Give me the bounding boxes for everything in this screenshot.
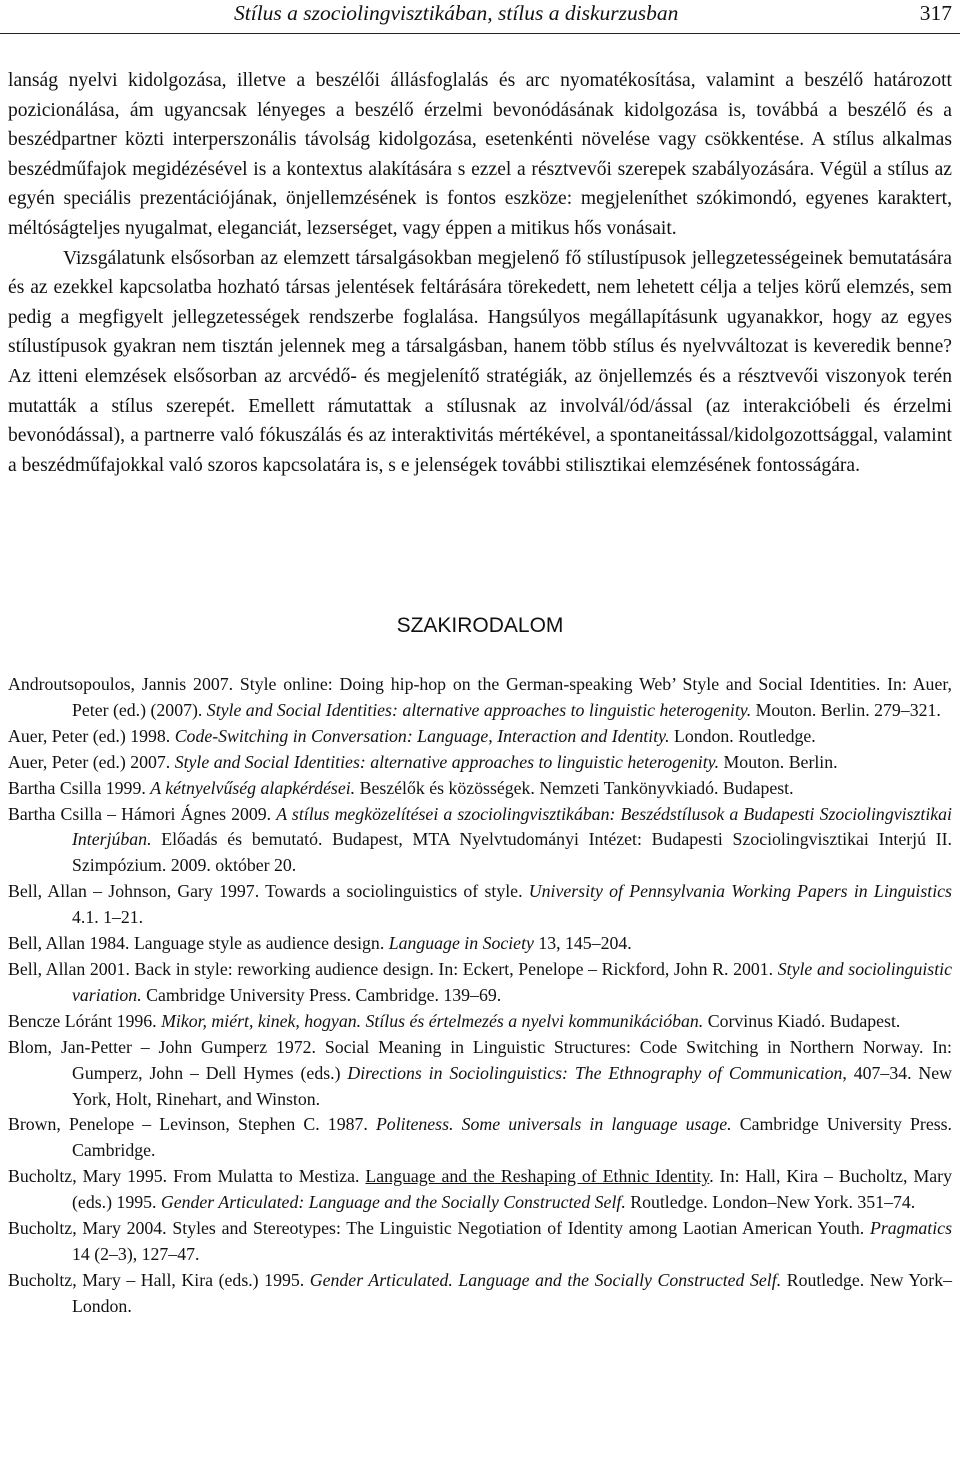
reference-before: Androutsopoulos, Jannis 2007. Style online: Doing hip-hop on the German-speaking Web’ Style and Social Identities. In: Auer, Peter (ed.) (2007). — [8, 674, 952, 720]
reference-before: Bartha Csilla 1999. — [8, 777, 151, 798]
reference-entry — [8, 750, 952, 776]
reference-after: Routledge. London–New York. 351–74. — [625, 1192, 916, 1213]
paragraph: Vizsgálatunk elsősorban az elemzett társalgásokban megjelenő fő stílustípusok jellegzetességeinek bemutatására és az ezekkel kapcsolatba hozható társas jelentések feltárására törekedett, nem lehetett célja a teljes körű elemzés, sem pedig a megfigyelt jellegzetességek rendszerbe foglalása. Hangsúlyos megállapításunk ugyanakkor, hogy az egyes stílustípusok gyakran nem tisztán jelennek meg a társalgásban, hanem több stílus és nyelvváltozat is keveredik benne? Az itteni elemzések elsősorban az arcvédő- és megjelenítő stratégiák, az önjellemzés és a résztvevői viszonyok terén mutatták a stílus szerepét. Emellett rámutattak a stílusnak az involvál/ód/ással (az interakcióbeli és érzelmi bevonódással), a partnerre való fókuszálás és az interaktivitás mértékével, a spontaneitással/kidolgozottsággal, valamint a beszédműfajokkal való szoros kapcsolatára is, s e jelenségek további stilisztikai elemzésének fontosságára. — [8, 247, 952, 476]
reference-after: 4.1. 1–21. — [72, 907, 144, 928]
reference-before: Bucholtz, Mary 1995. From Mulatta to Mestiza. — [8, 1166, 366, 1187]
reference-after: Mouton. Berlin. — [719, 751, 838, 772]
reference-after: 13, 145–204. — [533, 933, 632, 954]
reference-title: Gender Articulated: Language and the Socially Constructed Self. — [160, 1192, 626, 1213]
reference-title: A stílus megközelítései a szociolingvisztikában: Beszédstílusok a Budapesti Szociolingvisztikai Interjúban. — [72, 803, 952, 850]
reference-list — [8, 672, 952, 1320]
reference-entry — [8, 1112, 952, 1164]
reference-after: London. Routledge. — [669, 725, 816, 746]
reference-entry — [8, 931, 952, 957]
reference-entry — [8, 1035, 952, 1113]
reference-after: Corvinus Kiadó. Budapest. — [703, 1010, 901, 1031]
reference-before: Bell, Allan 1984. Language style as audience design. — [8, 933, 389, 954]
references-heading: SZAKIRODALOM — [396, 614, 564, 637]
reference-title: Gender Articulated. Language and the Socially Constructed Self. — [309, 1269, 782, 1290]
reference-title: Politeness. Some universals in language usage. — [375, 1114, 732, 1135]
reference-entry — [8, 957, 952, 1009]
body-text — [8, 66, 952, 480]
reference-entry — [8, 1009, 952, 1035]
reference-before: Brown, Penelope – Levinson, Stephen C. 1987. — [8, 1114, 376, 1135]
reference-title: Directions in Sociolinguistics: The Ethnography of Communication — [347, 1062, 843, 1083]
reference-before: Blom, Jan-Petter – John Gumperz 1972. Social Meaning in Linguistic Structures: Code Switching in Northern Norway. In: Gumperz, John – Dell Hymes (eds.) — [8, 1036, 952, 1083]
reference-after: Előadás és bemutató. Budapest, MTA Nyelvtudományi Intézet: Budapesti Szociolingvisztikai Interjú II. Szimpózium. 2009. október 20. — [72, 829, 952, 876]
reference-title: Language in Society — [388, 933, 534, 954]
page-number: 317 — [919, 1, 952, 25]
reference-title: University of Pennsylvania Working Papers in Linguistics — [528, 881, 952, 902]
reference-mid: . In: Hall, Kira – Bucholtz, Mary (eds.) 1995. — [72, 1166, 952, 1213]
reference-before: Bell, Allan – Johnson, Gary 1997. Towards a sociolinguistics of style. — [8, 881, 529, 902]
reference-after: Cambridge University Press. Cambridge. 139–69. — [141, 984, 502, 1005]
paragraph: lanság nyelvi kidolgozása, illetve a beszélői állásfoglalás és arc nyomatékosítása, valamint a beszélő határozott pozicionálása, ám ugyancsak lényeges a beszélő érzelmi bevonódásának kidolgozása is, továbbá a beszélő és a beszédpartner közti interperszonális távolság kidolgozása, esetenkénti növelése vagy csökkentése. A stílus alkalmas beszédműfajok megidézésével is a kontextus alakítására s ezzel a résztvevői szerepek szabályozására. Végül a stílus az egyén speciális prezentációjának, önjellemzésének is fontos eszköze: megjeleníthet szókimondó, egyenes karaktert, méltóságteljes nyugalmat, eleganciát, lezserséget, vagy éppen a mitikus hős vonásait. — [8, 70, 952, 239]
page-header — [0, 0, 960, 34]
reference-before: Bartha Csilla – Hámori Ágnes 2009. — [8, 803, 277, 824]
reference-after: Cambridge University Press. Cambridge. — [72, 1114, 952, 1161]
reference-entry — [8, 1268, 952, 1320]
reference-title: Code-Switching in Conversation: Language, Interaction and Identity. — [174, 725, 670, 746]
reference-title: Style and sociolinguistic variation. — [72, 958, 952, 1005]
reference-title: Style and Social Identities: alternative approaches to linguistic heterogenity. — [174, 751, 720, 772]
reference-before: Auer, Peter (ed.) 1998. — [8, 725, 175, 746]
reference-title: Style and Social Identities: alternative approaches to linguistic heterogenity. — [206, 699, 752, 720]
reference-entry — [8, 672, 952, 724]
reference-title: A kétnyelvűség alapkérdései. — [150, 777, 356, 798]
reference-title: Mikor, miért, kinek, hogyan. Stílus és értelmezés a nyelvi kommunikációban. — [161, 1010, 704, 1031]
reference-entry — [8, 1216, 952, 1268]
reference-underline: Language and the Reshaping of Ethnic Identity — [365, 1166, 710, 1187]
reference-before: Auer, Peter (ed.) 2007. — [8, 751, 175, 772]
header-rule — [0, 33, 960, 34]
reference-before: Bucholtz, Mary – Hall, Kira (eds.) 1995. — [8, 1269, 310, 1290]
reference-after: 14 (2–3), 127–47. — [72, 1243, 200, 1264]
reference-entry — [8, 802, 952, 880]
reference-entry — [8, 879, 952, 931]
reference-after: Routledge. New York–London. — [72, 1269, 952, 1316]
reference-title: Pragmatics — [870, 1218, 952, 1239]
reference-entry — [8, 776, 952, 802]
reference-before: Bucholtz, Mary 2004. Styles and Stereotypes: The Linguistic Negotiation of Identity among Laotian American Youth. — [8, 1218, 870, 1239]
reference-after: , 407–34. New York, Holt, Rinehart, and Winston. — [72, 1062, 953, 1109]
reference-before: Bencze Lóránt 1996. — [8, 1010, 162, 1031]
reference-after: Beszélők és közösségek. Nemzeti Tankönyvkiadó. Budapest. — [355, 777, 794, 798]
running-title: Stílus a szociolingvisztikában, stílus a diskurzusban — [234, 1, 679, 25]
reference-after: Mouton. Berlin. 279–321. — [751, 699, 941, 720]
reference-entry — [8, 1164, 952, 1216]
reference-before: Bell, Allan 2001. Back in style: reworking audience design. In: Eckert, Penelope – Rickford, John R. 2001. — [8, 958, 778, 979]
reference-entry — [8, 724, 952, 750]
